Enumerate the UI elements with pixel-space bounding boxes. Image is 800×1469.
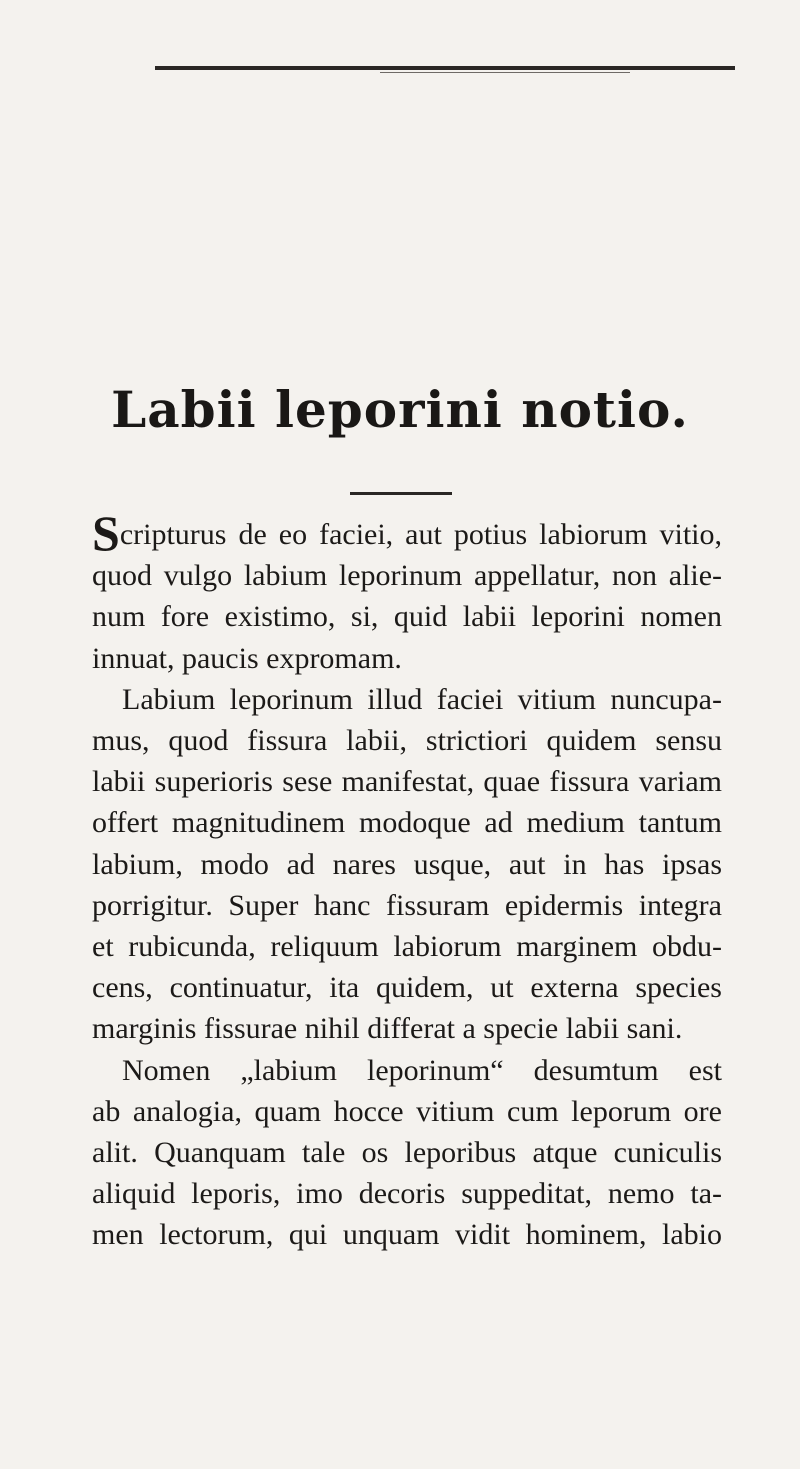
text-line: cens, continuatur, ita quidem, ut externa species (92, 971, 722, 1005)
text-line: Nomen „labium leporinum“ desumtum est (122, 1053, 722, 1087)
text-line: labium, modo ad nares usque, aut in has ipsas (92, 847, 722, 881)
body-text (92, 505, 722, 1256)
text-line: offert magnitudinem modoque ad medium tantum (92, 806, 722, 840)
text-line: mus, quod fissura labii, strictiori quidem sensu (92, 724, 722, 758)
text-line: men lectorum, qui unquam vidit hominem, labio (92, 1218, 722, 1252)
text-line: porrigitur. Super hanc fissuram epidermis integra (92, 888, 722, 922)
text-line: Scripturus de eo faciei, aut potius labiorum vitio, (92, 505, 722, 561)
text-line: et rubicunda, reliquum labiorum marginem obdu- (92, 930, 722, 964)
title-separator-rule (350, 492, 452, 495)
chapter-title: Labii leporini notio. (111, 380, 689, 439)
text-line: ab analogia, quam hocce vitium cum leporum ore (92, 1094, 722, 1128)
text-line: marginis fissurae nihil differat a specie labii sani. (92, 1012, 683, 1046)
text-line: Labium leporinum illud faciei vitium nuncupa- (122, 682, 722, 716)
text-line: num fore existimo, si, quid labii leporini nomen (92, 600, 722, 634)
text-line: alit. Quanquam tale os leporibus atque cuniculis (92, 1136, 722, 1170)
drop-cap-initial: S (92, 505, 120, 561)
top-thin-rule (380, 72, 630, 73)
text-line: labii superioris sese manifestat, quae fissura variam (92, 765, 722, 799)
text-line: innuat, paucis expromam. (92, 641, 402, 675)
text-line: aliquid leporis, imo decoris suppeditat, nemo ta- (92, 1177, 722, 1211)
top-printed-rule (155, 66, 735, 70)
text-line: quod vulgo labium leporinum appellatur, non alie- (92, 559, 722, 593)
